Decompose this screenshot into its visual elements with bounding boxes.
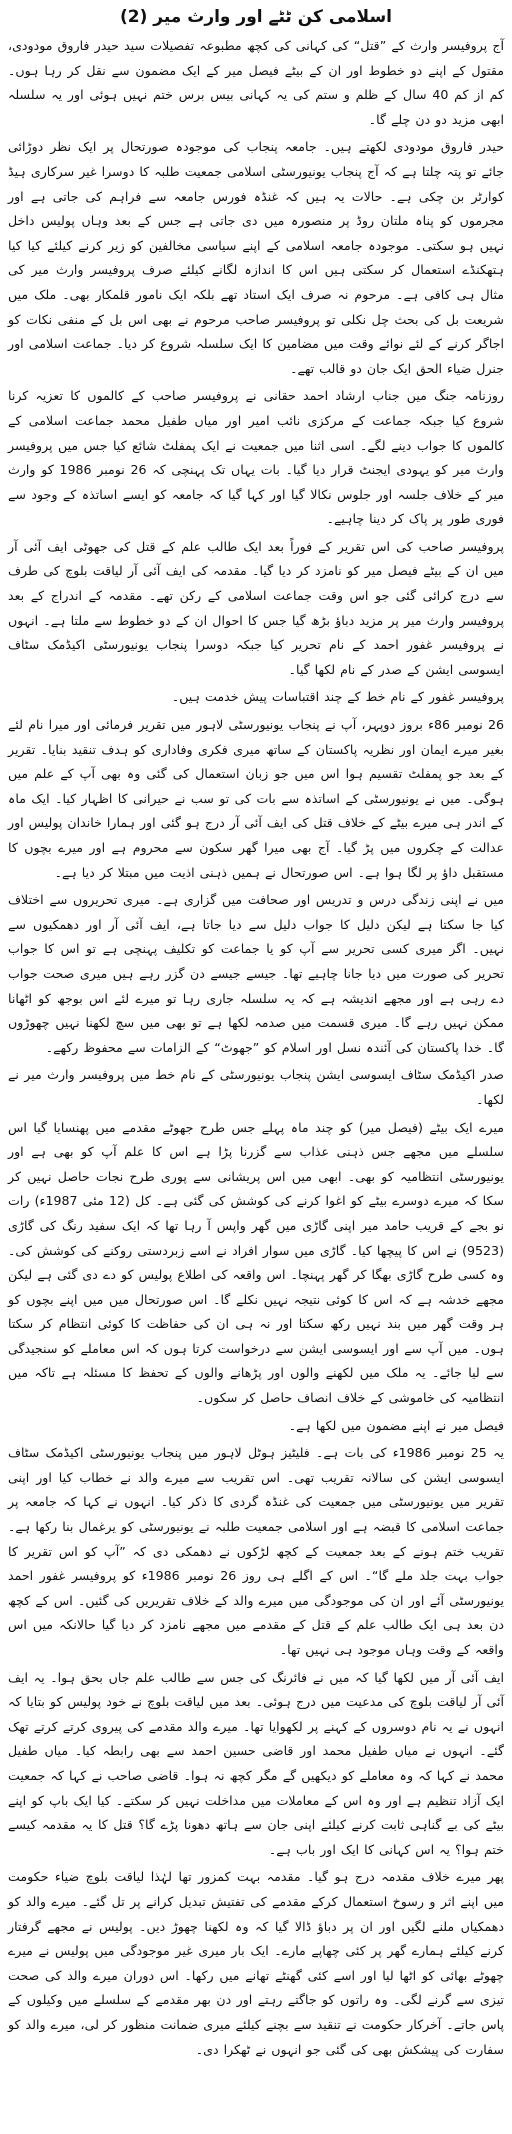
article-paragraph-9: میرے ایک بیٹے (فیصل میر) کو چند ماہ پہلے جس طرح جھوٹے مقدمے میں پھنسایا گیا اس سلسلے میں مجھے جس ذہنی عذاب سے گزرنا پڑا ہے اس کا علم آپ کو بھی ہے اور یونیورسٹی انتظامیہ کو بھی۔ ابھی میں اس پریشانی سے پوری طرح نجات حاصل نہیں کر سکا کہ میرے دوسرے بیٹے کو اغوا کرنے کی کوشش کی گئی ہے۔ کل (12 مئی 1987ء) رات نو بجے کے قریب حامد میر اپنی گاڑی میں گھر واپس آ رہا تھا کہ ایک سفید رنگ کی گاڑی (9523) نے اس کا پیچھا کیا۔ گاڑی میں سوار افراد نے اسے زبردستی روکنے کی کوشش کی۔ وہ کسی طرح گاڑی بھگا کر گھر پہنچا۔ اس واقعہ کی اطلاع پولیس کو دے دی گئی ہے لیکن مجھے خدشہ ہے کہ اس کا کوئی نتیجہ نہیں نکلے گا۔ اس صورتحال میں میں اپنے بچوں کو ہر وقت گھر میں بند نہیں رکھ سکتا اور نہ ہی ان کی حفاظت کا کوئی انتظام کر سکتا ہوں۔ میں آپ سے اور ایسوسی ایشن سے درخواست کرتا ہوں کہ اس معاملے کو سنجیدگی سے لیا جائے۔ یہ ملک میں لکھنے والوں اور پڑھانے والوں کے تحفظ کا مسئلہ ہے تاکہ میں انتظامیہ کی خاموشی کے خلاف انصاف حاصل کر سکوں۔	[8, 1119, 504, 1406]
article-paragraph-7: میں نے اپنی زندگی درس و تدریس اور صحافت میں گزاری ہے۔ میری تحریروں سے اختلاف کیا جا سکتا ہے لیکن دلیل کا جواب دلیل سے دیا جاتا ہے، ایف آئی آر اور دھمکیوں سے نہیں۔ اگر میری کسی تحریر سے آپ کو یا جماعت کو تکلیف پہنچی ہے تو اس کا جواب تحریر کی صورت میں دیا جانا چاہیے تھا۔ جیسے جیسے دن گزر رہے ہیں میری صحت جواب دے رہی ہے اور مجھے اندیشہ ہے کہ یہ سلسلہ جاری رہا تو میرے لئے اس بوجھ کو اٹھانا ممکن نہیں رہے گا۔ میری قسمت میں صدمہ لکھا ہے تو بھی میں سچ لکھنا نہیں چھوڑوں گا۔ خدا پاکستان کی آئندہ نسل اور اسلام کو ”جھوٹ“ کے الزامات سے محفوظ رکھے۔	[8, 892, 504, 1055]
article-paragraph-1: آج پروفیسر وارث کے ”قتل“ کی کہانی کی کچھ مطبوعہ تفصیلات سید حیدر فاروق مودودی، مقتول کے اپنے دو خطوط اور ان کے بیٹے فیصل میر کے ایک مضمون سے نقل کر رہا ہوں۔ کم از کم 40 سال کے ظلم و ستم کی یہ کہانی بیس برس ختم نہیں ہوئی اور یہ سلسلہ ابھی مزید دو دن چلے گا۔	[8, 38, 504, 127]
article-paragraph-10: فیصل میر نے اپنے مضمون میں لکھا ہے۔	[288, 1417, 504, 1433]
article-paragraph-2: حیدر فاروق مودودی لکھتے ہیں۔ جامعہ پنجاب کی موجودہ صورتحال پر ایک نظر دوڑائی جائے تو پتہ چلتا ہے کہ آج پنجاب یونیورسٹی اسلامی جمعیت طلبہ کا دوسرا غیر سرکاری ہیڈ کوارٹر بن چکی ہے۔ حالات یہ ہیں کہ غنڈہ فورس جامعہ سے فراہم کی جاتی ہے اور مجرموں کو پناہ ملتان روڈ پر منصورہ میں دی جاتی ہے جس کے بعد وہاں پولیس داخل نہیں ہو سکتی۔ موجودہ جامعہ اسلامی کے اپنے سیاسی مخالفین کو زیر کرنے کیلئے کیا کیا ہتھکنڈے استعمال کر سکتی ہیں اس کا اندازہ لگانے کیلئے صرف پروفیسر وارث میر کی مثال ہی کافی ہے۔ مرحوم نہ صرف ایک استاد تھے بلکہ ایک نامور قلمکار بھی۔ ملک میں شریعت بل کی بحث چل نکلی تو پروفیسر صاحب مرحوم نے بھی اس بل کے منفی نکات کو اجاگر کرنے کے لئے نوائے وقت میں مضامین کا ایک سلسلہ شروع کر دیا۔ جماعت اسلامی اور جنرل ضیاء الحق ایک جان دو قالب تھے۔	[8, 139, 504, 376]
article-paragraph-3: روزنامہ جنگ میں جناب ارشاد احمد حقانی نے پروفیسر صاحب کے کالموں کا تعزیہ کرنا شروع کیا جبکہ جماعت کے مرکزی نائب امیر اور میاں طفیل محمد جماعت اسلامی کے کالموں کا جواب دینے لگے۔ اسی اثنا میں جمعیت نے ایک پمفلٹ شائع کیا جس میں پروفیسر وارث میر کو یہودی ایجنٹ قرار دیا گیا۔ بات یہاں تک پہنچی کہ 26 نومبر 1986 کو وارث میر کے خلاف جلسہ اور جلوس نکالا گیا اور کہا گیا کہ جامعہ کو ایسے اساتذہ کے وجود سے فوری طور پر پاک کر دینا چاہیے۔	[8, 388, 504, 527]
article-paragraph-12: ایف آئی آر میں لکھا گیا کہ میں نے فائرنگ کی جس سے طالب علم جاں بحق ہوا۔ یہ ایف آئی آر لیاقت بلوچ کی مدعیت میں درج ہوئی۔ بعد میں لیاقت بلوچ نے خود پولیس کو بتایا کہ انہوں نے یہ نام دوسروں کے کہنے پر لکھوایا تھا۔ میرے والد مقدمے کی پیروی کرتے کرتے تھک گئے۔ انہوں نے میاں طفیل محمد اور قاضی حسین احمد سے بھی رابطہ کیا۔ میاں طفیل محمد نے کہا کہ وہ معاملے کو دیکھیں گے مگر کچھ نہ ہوا۔ قاضی صاحب نے کہا کہ جمعیت ایک آزاد تنظیم ہے اور وہ اس کے معاملات میں مداخلت نہیں کر سکتے۔ کیا ایک باپ کو اپنے بیٹے کی بے گناہی ثابت کرنے کیلئے اپنی جان سے ہاتھ دھونا پڑے گا؟ قتل کا یہ مقدمہ کیسے ختم ہوا؟ یہ اس کہانی کا ایک اور باب ہے۔	[8, 1669, 504, 1857]
article-paragraph-6: 26 نومبر 86ء بروز دوپہر، آپ نے پنجاب یونیورسٹی لاہور میں تقریر فرمائی اور میرا نام لئے بغیر میرے ایمان اور نظریہ پاکستان کے ساتھ میری فکری وفاداری کو ہدف تنقید بنایا۔ تقریر کے بعد جو پمفلٹ تقسیم ہوا اس میں جو زبان استعمال کی گئی وہ بھی آپ کے علم میں ہوگی۔ میں نے یونیورسٹی کے اساتذہ سے بات کی تو سب نے حیرانی کا اظہار کیا۔ ایک ماہ کے اندر ہی میرے بیٹے کے خلاف قتل کی ایف آئی آر درج ہو گئی اور ہمارا خاندان پولیس اور عدالت کے چکروں میں پڑ گیا۔ آج بھی میرا گھر سکون سے محروم ہے اور میرے بچوں کا مستقبل داؤ پر لگا ہوا ہے۔ اس صورتحال نے ہمیں ذہنی اذیت میں مبتلا کر دیا ہے۔	[8, 717, 505, 880]
article-paragraph-5: پروفیسر غفور کے نام خط کے چند اقتباسات پیش خدمت ہیں۔	[171, 689, 504, 705]
article-paragraph-4: پروفیسر صاحب کی اس تقریر کے فوراً بعد ایک طالب علم کے قتل کی جھوٹی ایف آئی آر میں ان کے بیٹے فیصل میر کو نامزد کر دیا گیا۔ مقدمہ کی ایف آئی آر لیاقت بلوچ کی طرف سے درج کرائی گئی جو اس وقت جماعت اسلامی کے رکن تھے۔ مقدمہ کے اندراج کے بعد پروفیسر وارث میر پر مزید دباؤ بڑھ گیا جس کا احوال ان کے دو خطوط سے ملتا ہے۔ انہوں نے پروفیسر غفور احمد کے نام تحریر کیا جبکہ دوسرا پنجاب یونیورسٹی اکیڈمک سٹاف ایسوسی ایشن کے صدر کے نام لکھا گیا۔	[8, 538, 504, 677]
article-paragraph-11: یہ 25 نومبر 1986ء کی بات ہے۔ فلیٹیز ہوٹل لاہور میں پنجاب یونیورسٹی اکیڈمک سٹاف ایسوسی ایشن کی سالانہ تقریب تھی۔ اس تقریب سے میرے والد نے خطاب کیا اور اپنی تقریر میں یونیورسٹی میں جمعیت کی غنڈہ گردی کا ذکر کیا۔ انہوں نے کہا کہ جامعہ پر جماعت اسلامی کا قبضہ ہے اور اسلامی جمعیت طلبہ نے یونیورسٹی کو یرغمال بنا رکھا ہے۔ تقریب ختم ہونے کے بعد جمعیت کے کچھ لڑکوں نے دھمکی دی کہ ”آپ کو اس تقریر کا جواب بہت جلد ملے گا“۔ اس کے اگلے ہی روز 26 نومبر 1986ء کو پروفیسر غفور احمد یونیورسٹی آئے اور ان کی موجودگی میں میرے والد کے خلاف تقریریں کی گئیں۔ اس کے کچھ دن بعد ہی ایک طالب علم کے قتل کے مقدمے میں مجھے نامزد کر دیا گیا حالانکہ میں اس واقعہ کے وقت وہاں موجود ہی نہیں تھا۔	[8, 1445, 504, 1657]
article-title: اسلامی کن ٹٹے اور وارث میر (2)	[119, 7, 393, 27]
article-paragraph-8: صدر اکیڈمک سٹاف ایسوسی ایشن پنجاب یونیورسٹی کے نام خط میں پروفیسر وارث میر نے لکھا۔	[8, 1067, 504, 1107]
article-paragraph-13: پھر میرے خلاف مقدمہ درج ہو گیا۔ مقدمہ بہت کمزور تھا لہٰذا لیاقت بلوچ ضیاء حکومت میں اپنے اثر و رسوخ استعمال کرکے مقدمے کی تفتیش تبدیل کرانے پر تل گئے۔ میرے والد کو دھمکیاں ملنے لگیں اور ان پر دباؤ ڈالا گیا کہ وہ لکھنا چھوڑ دیں۔ پولیس نے مجھے گرفتار کرنے کیلئے ہمارے گھر پر کئی چھاپے مارے۔ ایک بار میری غیر موجودگی میں پولیس نے میرے چھوٹے بھائی کو اٹھا لیا اور اسے کئی گھنٹے تھانے میں رکھا۔ اس دوران میرے والد کی صحت تیزی سے گرنے لگی۔ وہ راتوں کو جاگتے رہتے اور دن بھر مقدمے کے سلسلے میں وکیلوں کے پاس جاتے۔ آخرکار حکومت نے تنقید سے بچنے کیلئے میری ضمانت منظور کر لی، میرے والد کو سفارت کی پیشکش بھی کی گئی جو انہوں نے ٹھکرا دی۔	[8, 1869, 504, 2057]
